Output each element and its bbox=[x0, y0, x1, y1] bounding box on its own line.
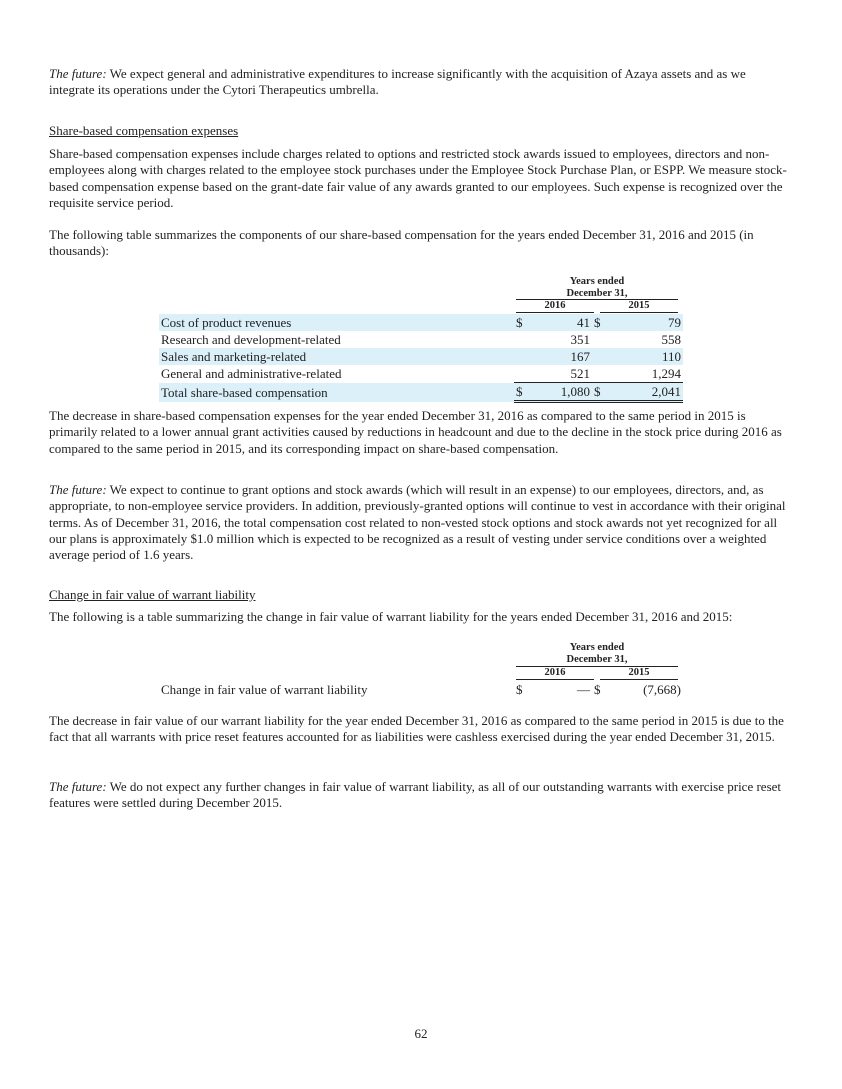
col-rule-2016 bbox=[516, 312, 594, 313]
future-text: We expect general and administrative expenditures to increase significantly with the acquisition of Azaya assets and as we integrate its operations under the Cytori Therapeutics umbrella. bbox=[49, 66, 746, 98]
warrant-paragraph-2: The decrease in fair value of our warrant liability for the year ended December 31, 2016 as compared to the same period in 2015 is due to the fact that all warrants with price reset features accounted for as liabilities were cashless exercised during the year ended December 31, 2015. bbox=[49, 713, 784, 745]
value-2016: 1,080 bbox=[526, 383, 592, 402]
future-lead: The future: bbox=[49, 779, 107, 794]
sbc-paragraph-1: Share-based compensation expenses include charges related to options and restricted stock awards issued to employees, directors and non-employees along with charges related to the employee stock purchases under the Employee Stock Purchase Plan, or ESPP. We measure stock-based compensation expense based on the grant-date fair value of any awards granted to our employees. Such expense is recognized over the requisite service period. bbox=[49, 146, 787, 210]
value-2015: (7,668) bbox=[643, 682, 681, 697]
row-label: Change in fair value of warrant liability bbox=[161, 682, 368, 697]
dollar-sign bbox=[592, 348, 604, 365]
value-2015: 558 bbox=[661, 332, 681, 347]
warrant-table bbox=[159, 681, 683, 698]
row-label: General and administrative-related bbox=[161, 366, 342, 382]
value-2016: — bbox=[577, 682, 590, 697]
dollar-sign bbox=[514, 365, 526, 383]
dollar-sign bbox=[592, 365, 604, 383]
page-number: 62 bbox=[414, 1026, 428, 1041]
value-2015: 110 bbox=[604, 348, 683, 365]
table-row bbox=[159, 331, 683, 348]
future-lead: The future: bbox=[49, 66, 107, 81]
value-2016: 167 bbox=[526, 348, 592, 365]
warrant-table-header bbox=[516, 642, 678, 666]
future-paragraph-warrant bbox=[49, 779, 789, 812]
header-line-1: Years ended bbox=[569, 642, 625, 653]
value-2015: 79 bbox=[604, 314, 683, 331]
value-2016: 351 bbox=[570, 332, 590, 347]
dollar-sign: $ bbox=[592, 314, 604, 331]
header-line-2: December 31, bbox=[566, 288, 628, 299]
row-label: Total share-based compensation bbox=[159, 383, 514, 402]
dollar-sign bbox=[592, 331, 604, 348]
total-row bbox=[159, 383, 683, 402]
future-paragraph-sbc bbox=[49, 482, 789, 563]
warrant-paragraph-1: The following is a table summarizing the change in fair value of warrant liability for the years ended December 31, 2016 and 2015: bbox=[49, 609, 733, 624]
sbc-table bbox=[159, 314, 683, 403]
dollar-sign: $ bbox=[594, 682, 601, 697]
dollar-sign: $ bbox=[514, 314, 526, 331]
row-label: Cost of product revenues bbox=[159, 314, 514, 331]
value-2015: 1,294 bbox=[651, 366, 681, 381]
col-rule-2015 bbox=[600, 679, 678, 680]
future-text: We expect to continue to grant options and stock awards (which will result in an expense) to our employees, directors, and, as appropriate, to non-employee service providers. In addition, previously-granted options will continue to vest in accordance with their original terms. As of December 31, 2016, the total compensation cost related to non-vested stock options and stock awards not yet recognized for all our plans is approximately $1.0 million which is expected to be recognized as a result of vesting under service conditions over a weighted average period of 1.6 years. bbox=[49, 482, 786, 563]
dollar-sign bbox=[514, 348, 526, 365]
dollar-sign bbox=[514, 331, 526, 348]
table-row bbox=[159, 365, 683, 383]
header-line-1: Years ended bbox=[569, 276, 625, 287]
future-text: We do not expect any further changes in fair value of warrant liability, as all of our outstanding warrants with exercise price reset features were settled during December 2015. bbox=[49, 779, 782, 811]
value-2016: 521 bbox=[570, 366, 590, 381]
sbc-table-header bbox=[516, 276, 678, 300]
header-line-2: December 31, bbox=[566, 654, 628, 665]
dollar-sign: $ bbox=[516, 682, 523, 697]
sbc-paragraph-2: The following table summarizes the components of our share-based compensation for the years ended December 31, 2016 and 2015 (in thousands): bbox=[49, 227, 754, 259]
dollar-sign: $ bbox=[514, 383, 526, 402]
row-label: Sales and marketing-related bbox=[159, 348, 514, 365]
future-lead: The future: bbox=[49, 482, 107, 497]
col-2015: 2015 bbox=[628, 667, 650, 678]
table-row bbox=[159, 314, 683, 331]
future-paragraph-ga bbox=[49, 66, 789, 99]
value-2015: 2,041 bbox=[604, 383, 683, 402]
col-2015: 2015 bbox=[628, 300, 650, 311]
row-label: Research and development-related bbox=[161, 332, 341, 347]
section-heading-warrant: Change in fair value of warrant liability bbox=[49, 587, 256, 602]
section-heading-sbc: Share-based compensation expenses bbox=[49, 123, 239, 138]
value-2016: 41 bbox=[526, 314, 592, 331]
col-rule-2015 bbox=[600, 312, 678, 313]
table-row bbox=[159, 348, 683, 365]
table-row bbox=[159, 681, 683, 698]
col-2016: 2016 bbox=[544, 300, 566, 311]
dollar-sign: $ bbox=[592, 383, 604, 402]
sbc-paragraph-3: The decrease in share-based compensation expenses for the year ended December 31, 2016 as compared to the same period in 2015 is primarily related to a lower annual grant activities caused by reductions in headcount and due to the decline in the stock price during 2016 as compared to the same period in 2015, and its corresponding impact on share-based compensation. bbox=[49, 408, 782, 456]
col-2016: 2016 bbox=[544, 667, 566, 678]
col-rule-2016 bbox=[516, 679, 594, 680]
